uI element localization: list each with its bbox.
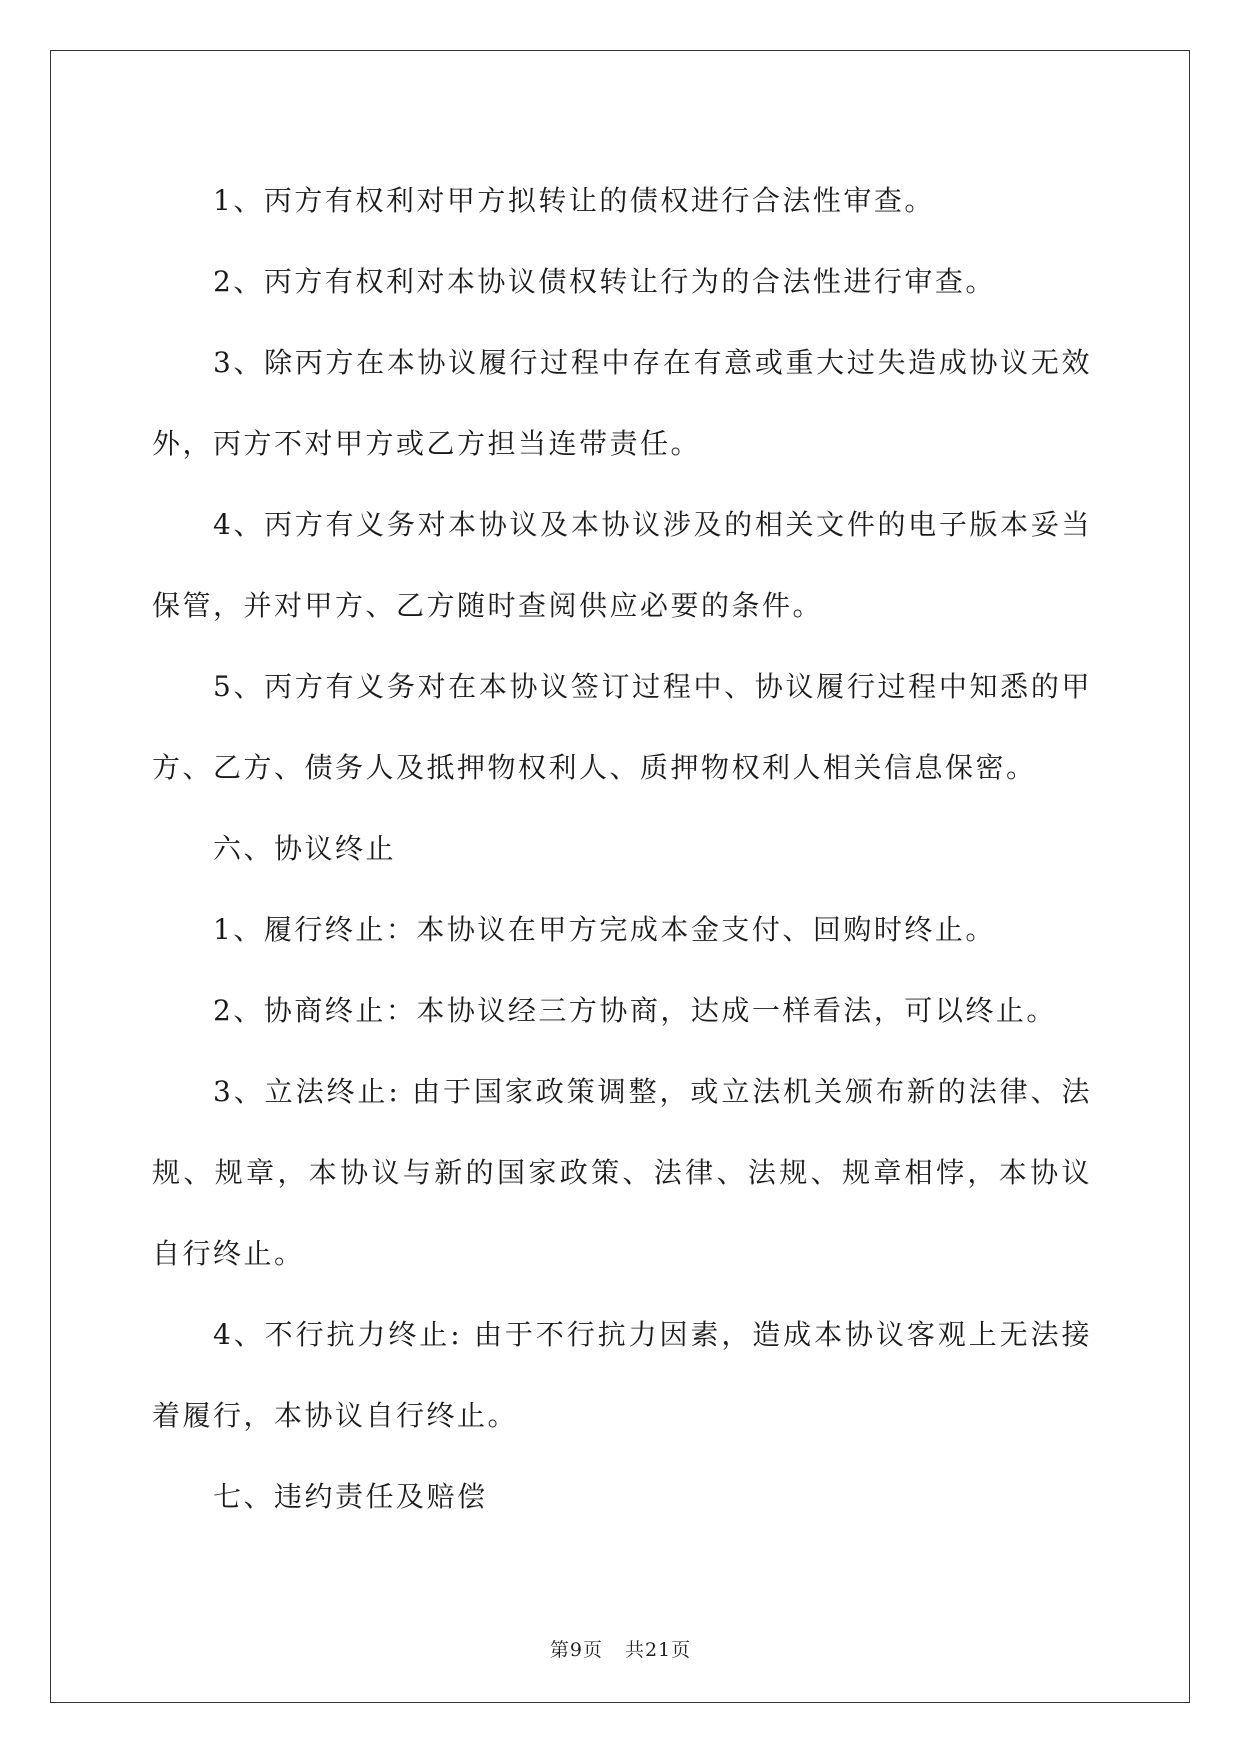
paragraph-4: 4、丙方有义务对本协议及本协议涉及的相关文件的电子版本妥当保管，并对甲方、乙方随时查阅供应必要的条件。 xyxy=(152,508,1092,622)
section-heading-termination: 六、协议终止 xyxy=(213,832,397,865)
page-footer xyxy=(0,1635,1241,1662)
paragraph-1: 1、丙方有权利对甲方拟转让的债权进行合法性审查。 xyxy=(213,184,935,217)
paragraph-termination-2: 2、协商终止：本协议经三方协商，达成一样看法，可以终止。 xyxy=(213,994,1057,1027)
paragraph-2: 2、丙方有权利对本协议债权转让行为的合法性进行审查。 xyxy=(213,265,996,298)
document-body xyxy=(152,160,1092,1537)
section-heading-liability: 七、违约责任及赔偿 xyxy=(213,1480,488,1513)
page-number: 第9页 xyxy=(549,1639,603,1661)
paragraph-termination-1: 1、履行终止：本协议在甲方完成本金支付、回购时终止。 xyxy=(213,913,996,946)
page-total: 共21页 xyxy=(624,1639,692,1661)
paragraph-5: 5、丙方有义务对在本协议签订过程中、协议履行过程中知悉的甲方、乙方、债务人及抵押物权利人、质押物权利人相关信息保密。 xyxy=(152,670,1092,784)
paragraph-3: 3、除丙方在本协议履行过程中存在有意或重大过失造成协议无效外，丙方不对甲方或乙方担当连带责任。 xyxy=(152,346,1092,460)
paragraph-termination-4: 4、不行抗力终止: 由于不行抗力因素，造成本协议客观上无法接着履行，本协议自行终止。 xyxy=(152,1318,1092,1432)
paragraph-termination-3: 3、立法终止: 由于国家政策调整，或立法机关颁布新的法律、法规、规章，本协议与新的国家政策、法律、法规、规章相悖，本协议自行终止。 xyxy=(152,1075,1092,1270)
